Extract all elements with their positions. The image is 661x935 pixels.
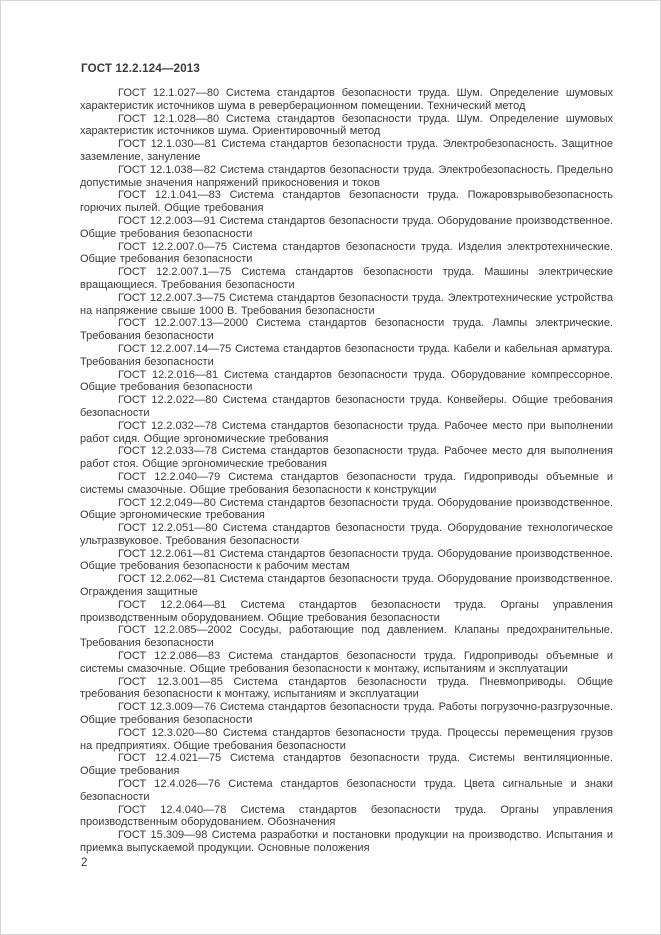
reference-entry xyxy=(80,624,613,650)
references-list xyxy=(80,87,613,855)
reference-title: Система стандартов безопасности труда. Шум. Определение шумовых характеристик источников шума. Ориентировочный метод xyxy=(80,112,613,138)
reference-entry xyxy=(80,343,613,369)
reference-title: Система стандартов безопасности труда. Машины электрические вращающиеся. Требования безопасности xyxy=(80,266,614,291)
reference-title: Система стандартов безопасности труда. Органы управления производственным оборудованием. Обозначения xyxy=(80,803,613,829)
reference-code: ГОСТ 12.1.027—80 xyxy=(118,87,220,99)
reference-entry xyxy=(80,573,613,599)
reference-entry xyxy=(80,189,613,215)
reference-code: ГОСТ 12.2.007.1—75 xyxy=(118,266,232,279)
reference-title: Система стандартов безопасности труда. Пожаровзрывобезопасность горючих пылей. Общие требования xyxy=(80,189,613,215)
reference-code: ГОСТ 12.2.033—78 xyxy=(118,445,217,458)
reference-code: ГОСТ 12.4.040—78 xyxy=(118,803,227,816)
reference-title: Система стандартов безопасности труда. Кабели и кабельная арматура. Требования безопасности xyxy=(80,342,613,368)
reference-entry xyxy=(80,241,613,267)
reference-entry xyxy=(80,829,613,855)
reference-entry xyxy=(80,778,613,804)
reference-title: Система стандартов безопасности труда. Гидроприводы объемные и системы смазочные. Общие требования безопасности к конструкции xyxy=(80,470,613,496)
reference-code: ГОСТ 12.2.032—78 xyxy=(118,419,218,432)
reference-code: ГОСТ 12.2.003—91 xyxy=(118,214,216,227)
page-number: 2 xyxy=(81,857,88,869)
reference-title: Система стандартов безопасности труда. Рабочее место при выполнении работ сидя. Общие эргономические требования xyxy=(80,419,613,445)
reference-entry xyxy=(80,471,613,497)
reference-entry xyxy=(80,804,613,830)
reference-entry xyxy=(80,650,613,676)
reference-title: Система стандартов безопасности труда. Конвейеры. Общие требования безопасности xyxy=(80,394,613,419)
reference-code: ГОСТ 12.2.007.14—75 xyxy=(118,342,232,355)
reference-code: ГОСТ 12.2.085—2002 xyxy=(118,624,232,637)
reference-title: Система стандартов безопасности труда. Рабочее место для выполнения работ стоя. Общие эргономические требования xyxy=(80,445,613,471)
reference-title: Система разработки и постановки продукции на производство. Испытания и приемка выпускаемой продукции. Основные положения xyxy=(80,829,613,855)
reference-entry xyxy=(80,113,613,139)
reference-code: ГОСТ 12.2.061—81 xyxy=(118,547,216,560)
document-header: ГОСТ 12.2.124—2013 xyxy=(81,63,200,75)
reference-title: Система стандартов безопасности труда. Лампы электрические. Требования безопасности xyxy=(80,317,613,343)
reference-entry xyxy=(80,164,613,190)
reference-entry xyxy=(80,752,613,778)
reference-code: ГОСТ 12.2.007.0—75 xyxy=(118,240,227,253)
reference-entry xyxy=(80,215,613,241)
reference-code: ГОСТ 12.1.038—82 xyxy=(118,163,217,176)
reference-title: Система стандартов безопасности труда. Изделия электротехнические. Общие требования безопасности xyxy=(80,240,613,266)
reference-title: Система стандартов безопасности труда. Электротехнические устройства на напряжение свыше 1000 В. Требования безопасности xyxy=(80,291,613,317)
reference-entry xyxy=(80,292,613,318)
reference-title: Система стандартов безопасности труда. Электробезопасность. Предельно допустимые значения напряжений прикосновения и токов xyxy=(80,163,613,189)
reference-entry xyxy=(80,701,613,727)
reference-title: Система стандартов безопасности труда. Цвета сигнальные и знаки безопасности xyxy=(80,778,613,803)
reference-entry xyxy=(80,727,613,753)
reference-title: Система стандартов безопасности труда. Работы погрузочно-разгрузочные. Общие требования безопасности xyxy=(80,701,614,727)
reference-title: Система стандартов безопасности труда. Оборудование производственное. Общие эргономические требования xyxy=(80,496,613,522)
reference-code: ГОСТ 12.2.007.13—2000 xyxy=(118,317,248,330)
reference-code: ГОСТ 12.3.020—80 xyxy=(118,726,218,739)
reference-title: Система стандартов безопасности труда. Оборудование компрессорное. Общие требования безопасности xyxy=(80,368,613,394)
reference-code: ГОСТ 15.309—98 xyxy=(118,829,208,842)
reference-title: Система стандартов безопасности труда. Процессы перемещения грузов на предприятиях. Общие требования безопасности xyxy=(80,726,613,752)
reference-code: ГОСТ 12.2.022—80 xyxy=(118,394,218,407)
reference-entry xyxy=(80,420,613,446)
reference-code: ГОСТ 12.3.009—76 xyxy=(118,701,217,714)
reference-entry xyxy=(80,369,613,395)
reference-title: Система стандартов безопасности труда. Оборудование производственное. Ограждения защитные xyxy=(80,573,613,599)
reference-code: ГОСТ 12.3.001—85 xyxy=(118,675,223,688)
reference-entry xyxy=(80,676,613,702)
reference-entry xyxy=(80,497,613,523)
reference-code: ГОСТ 12.2.086—83 xyxy=(118,650,221,663)
reference-code: ГОСТ 12.4.026—76 xyxy=(118,778,221,791)
reference-title: Система стандартов безопасности труда. Шум. Определение шумовых характеристик источников шума в реверберационном помещении. Технический метод xyxy=(80,87,613,112)
reference-entry xyxy=(80,548,613,574)
reference-code: ГОСТ 12.2.051—80 xyxy=(118,522,218,535)
reference-title: Система стандартов безопасности труда. Системы вентиляционные. Общие требования xyxy=(80,752,613,778)
reference-entry xyxy=(80,138,613,164)
reference-code: ГОСТ 12.2.049—80 xyxy=(118,496,216,509)
reference-code: ГОСТ 12.2.062—81 xyxy=(118,573,216,586)
reference-code: ГОСТ 12.1.028—80 xyxy=(118,112,220,125)
reference-code: ГОСТ 12.4.021—75 xyxy=(118,752,222,765)
reference-title: Сосуды, работающие под давлением. Клапаны предохранительные. Требования безопасности xyxy=(80,624,613,650)
reference-entry xyxy=(80,317,613,343)
reference-code: ГОСТ 12.2.064—81 xyxy=(118,598,227,611)
reference-code: ГОСТ 12.2.040—79 xyxy=(118,470,221,483)
reference-title: Система стандартов безопасности труда. Оборудование технологическое ультразвуковое. Требования безопасности xyxy=(80,522,613,547)
reference-title: Система стандартов безопасности труда. Пневмоприводы. Общие требования безопасности к монтажу, испытаниям и эксплуатации xyxy=(80,675,614,701)
reference-code: ГОСТ 12.2.007.3—75 xyxy=(118,291,226,304)
reference-code: ГОСТ 12.1.041—83 xyxy=(118,189,221,202)
reference-entry xyxy=(80,522,613,548)
reference-title: Система стандартов безопасности труда. Электробезопасность. Защитное заземление, зануление xyxy=(80,138,613,163)
reference-entry xyxy=(80,445,613,471)
reference-title: Система стандартов безопасности труда. Гидроприводы объемные и системы смазочные. Общие требования безопасности к монтажу, испытаниям и эксплуатации xyxy=(80,650,613,675)
reference-entry xyxy=(80,599,613,625)
reference-code: ГОСТ 12.2.016—81 xyxy=(118,368,219,381)
reference-code: ГОСТ 12.1.030—81 xyxy=(118,138,217,151)
reference-entry xyxy=(80,266,613,292)
reference-title: Система стандартов безопасности труда. Оборудование производственное. Общие требования безопасности xyxy=(80,214,613,240)
reference-title: Система стандартов безопасности труда. Органы управления производственным оборудованием. Общие требования безопасности xyxy=(80,598,613,624)
reference-title: Система стандартов безопасности труда. Оборудование производственное. Общие требования безопасности к рабочим местам xyxy=(80,547,613,573)
reference-entry xyxy=(80,87,613,113)
reference-entry xyxy=(80,394,613,420)
